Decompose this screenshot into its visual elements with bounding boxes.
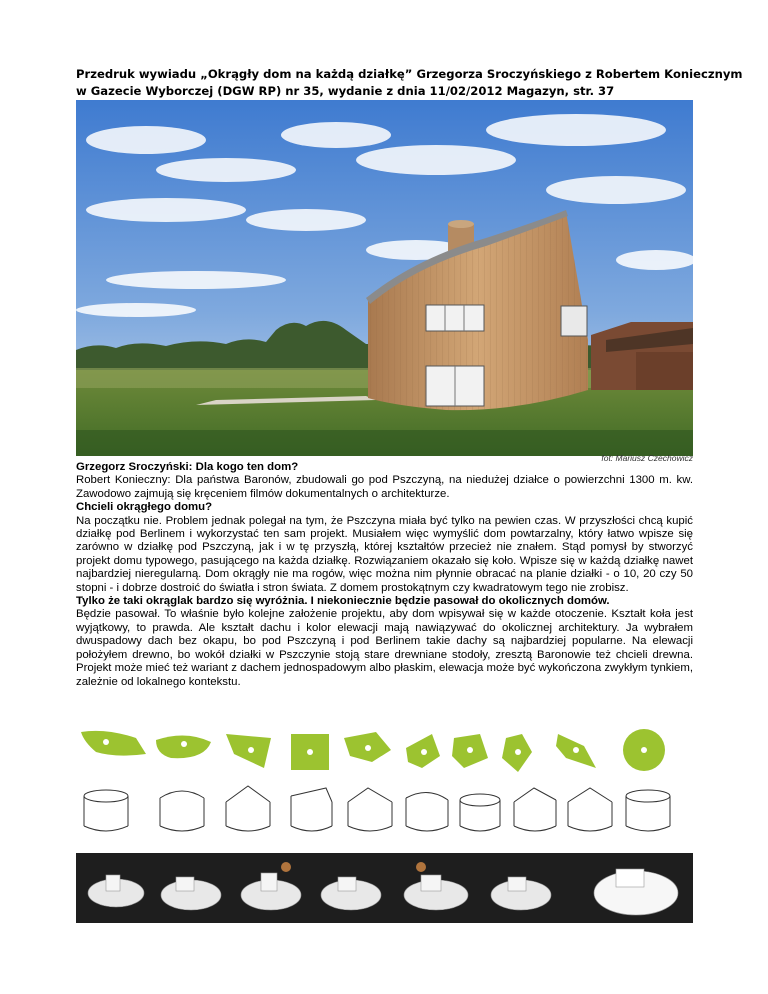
model-photos-svg (76, 853, 693, 923)
model-photo (88, 875, 144, 907)
model-photo (404, 862, 468, 910)
interview-answer: Będzie pasował. To właśnie było kolejne założenie projektu, aby dom wpisywał się w każde otoczenie. Kształt koła jest wyjątkowy, to prawda. Ale kształt dachu i kolor elewacji mają nawiązywać do okolicznej architektury. Ja wybrałem dwuspadowy dach bez okapu, bo pod Pszczyną i pod Berlinem takie dachy są najbardziej popularne. Na elewacji położyłem drewno, bo wokół działki w Pszczynie stoją stare drewniane stodoły, zresztą Baronowie też chcieli drewna. Projekt może mieć też wariant z dachem jednospadowym albo płaskim, elewacja może być wykończona zwykłym tynkiem, zależnie od lokalnego kontekstu. (76, 608, 693, 688)
document-header (76, 66, 743, 100)
house-sketch (291, 788, 332, 831)
house-sketch (626, 790, 670, 831)
house-sketch (568, 788, 612, 831)
interview-question: Tylko że taki okrąglak bardzo się wyróżnia. I niekoniecznie będzie pasował do okolicznych domów. (76, 595, 610, 608)
photo-credit: fot: Mariusz Czechowicz (601, 453, 693, 463)
model-photo (161, 877, 221, 910)
plot-shapes-diagram (76, 728, 693, 843)
house-photo (76, 100, 693, 456)
house-sketch (84, 790, 128, 831)
interview-answer: Robert Konieczny: Dla państwa Baronów, zbudowali go pod Pszczyną, na niedużej działce o powierzchni 1300 m. kw. Zawodowo zajmują się kręceniem filmów dokumentalnych o architekturze. (76, 474, 693, 500)
model-photo (321, 877, 381, 910)
plot-shapes-svg (76, 728, 693, 843)
plot-shape (81, 731, 146, 756)
house-sketch (460, 794, 500, 831)
model-photo (241, 862, 301, 910)
interview-answer: Na początku nie. Problem jednak polegał na tym, że Pszczyna miała być tylko na pewien czas. W przyszłości chcą kupić działkę pod Berlinem i wykorzystać ten sam projekt. Musiałem więc wymyślić dom powtarzalny, który łatwo wpisze się zarówno w działkę pod Pszczyną, jak i w tę przyszłą, której kształtów przecież nie znałem. Stąd pomysł by stworzyć projekt domu typowego, pasującego na każda działkę. Rozwiązaniem okazało się koło. Wpisze się w każdą działkę nawet najbardziej nieregularną. Dom okrągły nie ma rogów, więc można nim płynnie obracać na planie działki - o 10, 20 czy 50 stopni - i dobrze dostroić do światła i stron świata. Z domem prostokątnym czy kwadratowym tego nie zrobisz. (76, 514, 693, 594)
model-photo (594, 869, 678, 915)
header-line-2: w Gazecie Wyborczej (DGW RP) nr 35, wydanie z dnia 11/02/2012 Magazyn, str. 37 (76, 84, 615, 98)
model-photos-strip (76, 853, 693, 923)
interview-question: Grzegorz Sroczyński: Dla kogo ten dom? (76, 461, 299, 473)
house-sketch (514, 788, 556, 831)
house-sketch (406, 792, 448, 831)
house-photo-illustration (76, 100, 693, 456)
model-photo (491, 877, 551, 910)
header-line-1: Przedruk wywiadu „Okrągły dom na każdą działkę” Grzegorza Sroczyńskiego z Robertem Koniecznym (76, 67, 743, 81)
house-sketch (348, 788, 392, 831)
house-sketch (160, 791, 204, 831)
house-sketch (226, 786, 270, 831)
interview-text (76, 461, 693, 689)
interview-question: Chcieli okrągłego domu? (76, 501, 213, 514)
